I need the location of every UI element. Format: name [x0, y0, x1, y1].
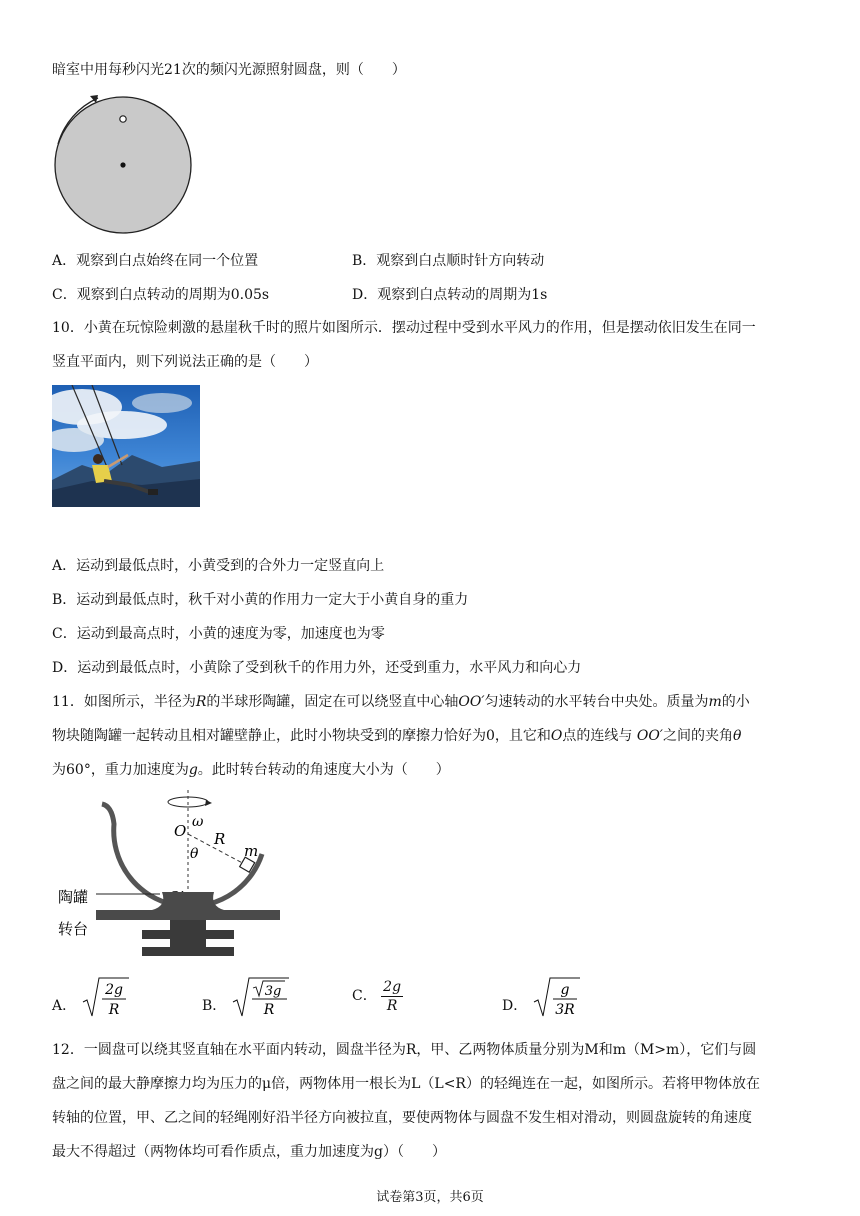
svg-text:2g: 2g [104, 982, 123, 998]
svg-text:R: R [263, 1002, 275, 1018]
q10-option-b: B．运动到最低点时，秋千对小黄的作用力一定大于小黄自身的重力 [52, 592, 469, 608]
cliff-swing-photo [52, 385, 200, 507]
q12-stem-line1: 12．一圆盘可以绕其竖直轴在水平面内转动，圆盘半径为R，甲、乙两物体质量分别为M和m（M>m），它们与圆 [52, 1042, 757, 1058]
q11-option-d: D． g 3R [502, 976, 582, 1036]
q11-stem-line2: 物块随陶罐一起转动且相对罐壁静止，此时小物块受到的摩擦力恰好为0，且它和O点的连线与 OO′之间的夹角θ [52, 728, 742, 744]
q9-option-b: B．观察到白点顺时针方向转动 [352, 253, 545, 269]
white-dot [120, 116, 126, 122]
q12-stem-line4: 最大不得超过（两物体均可看作质点，重力加速度为g）（ ） [52, 1144, 446, 1160]
label-jar: 陶罐 [58, 889, 89, 906]
svg-text:3R: 3R [554, 1002, 575, 1018]
q10-stem-line2: 竖直平面内，则下列说法正确的是（ ） [52, 354, 318, 370]
label-theta: θ [190, 846, 199, 862]
q11-option-c: C． $\frac{2g}{R}$ [352, 978, 402, 1014]
turntable [96, 910, 280, 920]
q10-option-d: D．运动到最低点时，小黄除了受到秋千的作用力外，还受到重力，水平风力和向心力 [52, 660, 582, 676]
label-O: O [174, 822, 187, 840]
q11-option-c-fraction: $\frac{2g}{R}$ [383, 978, 402, 1014]
q11-stem-line1: 11．如图所示，半径为R的半球形陶罐，固定在可以绕竖直中心轴OO′匀速转动的水平转台中央处。质量为m的小 [52, 694, 750, 710]
ceramic-jar-figure [52, 784, 292, 984]
label-turntable: 转台 [58, 921, 89, 938]
svg-text:g: g [560, 982, 570, 998]
label-m: m [244, 842, 259, 860]
q9-option-a: A．观察到白点始终在同一个位置 [52, 253, 259, 269]
center-dot [120, 162, 125, 167]
svg-text:R: R [108, 1002, 119, 1018]
q9-option-c: C．观察到白点转动的周期为0.05s [52, 287, 270, 303]
q10-stem-line1: 10．小黄在玩惊险刺激的悬崖秋千时的照片如图所示．摆动过程中受到水平风力的作用，但是摆动依旧发生在同一 [52, 320, 756, 336]
q10-option-a: A．运动到最低点时，小黄受到的合外力一定竖直向上 [52, 558, 385, 574]
q11-option-a: A． 2g R [52, 976, 131, 1036]
q11-stem-line3: 为60°，重力加速度为g。此时转台转动的角速度大小为（ ） [52, 762, 450, 778]
rotating-disk-figure [50, 92, 200, 242]
q12-stem-line3: 转轴的位置，甲、乙之间的轻绳刚好沿半径方向被拉直，要使两物体与圆盘不发生相对滑动，则圆盘旋转的角速度 [52, 1110, 752, 1126]
q9-stem: 暗室中用每秒闪光21次的频闪光源照射圆盘，则（ ） [52, 62, 406, 78]
q10-option-c: C．运动到最高点时，小黄的速度为零，加速度也为零 [52, 626, 385, 642]
label-omega: ω [192, 814, 204, 830]
svg-text:3g: 3g [264, 984, 282, 999]
page-footer: 试卷第3页，共6页 [376, 1190, 484, 1205]
q9-option-d: D．观察到白点转动的周期为1s [352, 287, 548, 303]
label-R: R [214, 830, 226, 848]
q11-option-b: B． 3g R [202, 976, 291, 1036]
q12-stem-line2: 盘之间的最大静摩擦力均为压力的μ倍，两物体用一根长为L（L<R）的轻绳连在一起，如图所示。若将甲物体放在 [52, 1076, 760, 1092]
